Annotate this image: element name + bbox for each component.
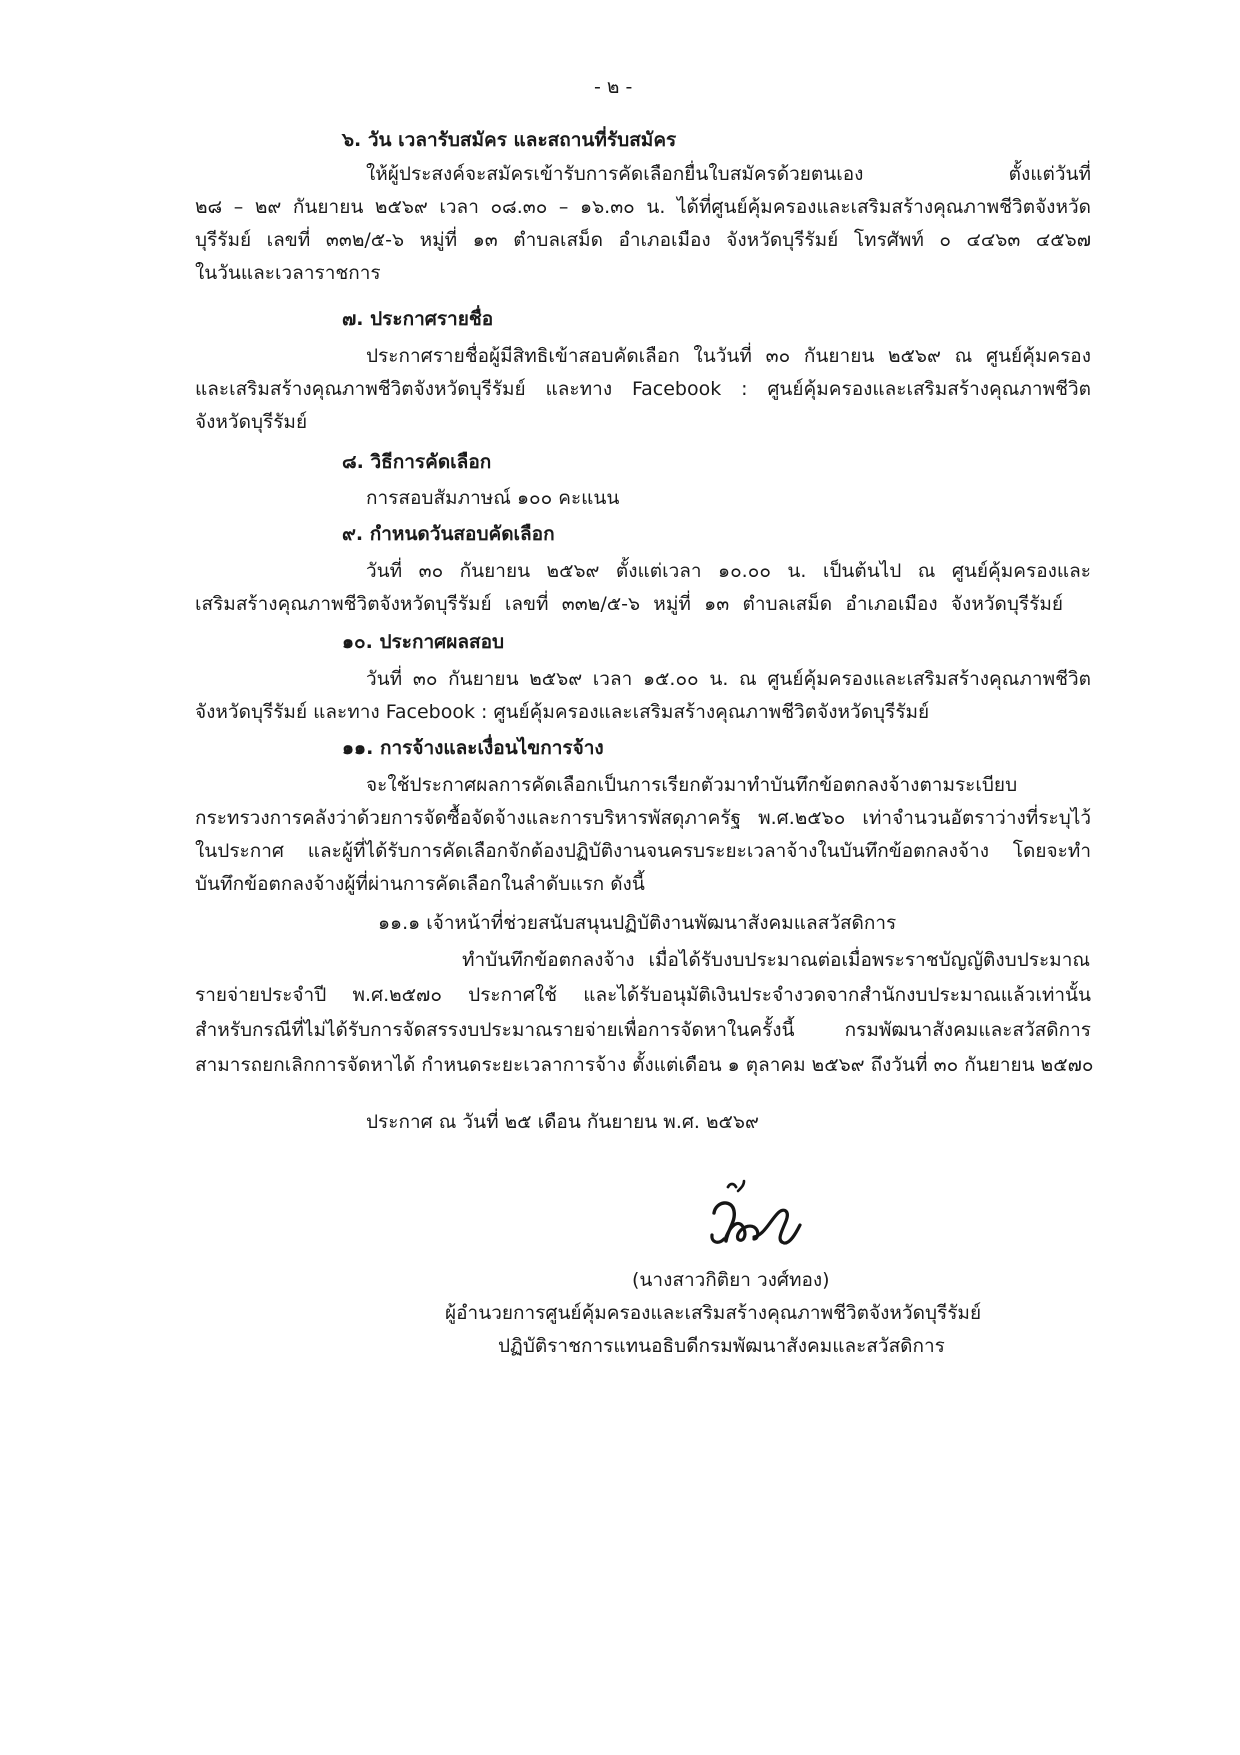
section-10-line: จังหวัดบุรีรัมย์ และทาง Facebook : ศูนย์คุ้มครองและเสริมสร้างคุณภาพชีวิตจังหวัดบุรีรัมย์ (195, 701, 930, 723)
section-11-1-line: ทำบันทึกข้อตกลงจ้าง เมื่อได้รับงบประมาณต่อเมื่อพระราชบัญญัติงบประมาณ (462, 949, 1090, 971)
section-6-line: ๒๘ – ๒๙ กันยายน ๒๕๖๙ เวลา ๐๘.๓๐ – ๑๖.๓๐ น. ได้ที่ศูนย์คุ้มครองและเสริมสร้างคุณภาพชีวิตจังหวัด (195, 196, 1091, 218)
section-11-line: กระทรวงการคลังว่าด้วยการจัดซื้อจัดจ้างและการบริหารพัสดุภาครัฐ พ.ศ.๒๕๖๐ เท่าจำนวนอัตราว่างที่ระบุไว้ (195, 807, 1091, 829)
section-6-line: บุรีรัมย์ เลขที่ ๓๓๒/๕-๖ หมู่ที่ ๑๓ ตำบลเสม็ด อำเภอเมือง จังหวัดบุรีรัมย์ โทรศัพท์ ๐ ๔๔๖๓ ๔๕๖๗ (195, 229, 1091, 251)
signatory-name: (นางสาวกิติยา วงศ์ทอง) (632, 1269, 830, 1291)
section-9-line: เสริมสร้างคุณภาพชีวิตจังหวัดบุรีรัมย์ เลขที่ ๓๓๒/๕-๖ หมู่ที่ ๑๓ ตำบลเสม็ด อำเภอเมือง จังหวัดบุรีรัมย์ (195, 593, 1063, 615)
announce-date: ประกาศ ณ วันที่ ๒๕ เดือน กันยายน พ.ศ. ๒๕๖๙ (366, 1111, 759, 1133)
section-9-line: วันที่ ๓๐ กันยายน ๒๕๖๙ ตั้งแต่เวลา ๑๐.๐๐ น. เป็นต้นไป ณ ศูนย์คุ้มครองและ (366, 560, 1091, 582)
section-10-line: วันที่ ๓๐ กันยายน ๒๕๖๙ เวลา ๑๕.๐๐ น. ณ ศูนย์คุ้มครองและเสริมสร้างคุณภาพชีวิต (366, 668, 1091, 690)
section-11-heading: ๑๑. การจ้างและเงื่อนไขการจ้าง (342, 737, 604, 759)
section-11-1-line: สามารถยกเลิกการจัดหาได้ กำหนดระยะเวลาการจ้าง ตั้งแต่เดือน ๑ ตุลาคม ๒๕๖๙ ถึงวันที่ ๓๐ กันยายน ๒๕๗๐ (195, 1054, 1094, 1076)
section-11-1-line: สำหรับกรณีที่ไม่ได้รับการจัดสรรงบประมาณรายจ่ายเพื่อการจัดหาในครั้งนี้ กรมพัฒนาสังคมและสวัสดิการ (195, 1019, 1091, 1041)
signature-image (698, 1175, 808, 1257)
section-7-heading: ๗. ประกาศรายชื่อ (342, 308, 494, 330)
section-7-line: ประกาศรายชื่อผู้มีสิทธิเข้าสอบคัดเลือก ในวันที่ ๓๐ กันยายน ๒๕๖๙ ณ ศูนย์คุ้มครอง (366, 345, 1091, 367)
section-9-heading: ๙. กำหนดวันสอบคัดเลือก (342, 523, 555, 545)
section-11-line: จะใช้ประกาศผลการคัดเลือกเป็นการเรียกตัวมาทำบันทึกข้อตกลงจ้างตามระเบียบ (366, 774, 1018, 796)
signatory-position-2: ปฏิบัติราชการแทนอธิบดีกรมพัฒนาสังคมและสวัสดิการ (498, 1335, 945, 1357)
section-11-line: บันทึกข้อตกลงจ้างผู้ที่ผ่านการคัดเลือกในลำดับแรก ดังนี้ (195, 873, 645, 895)
section-7-line: จังหวัดบุรีรัมย์ (195, 411, 308, 433)
section-11-line: ในประกาศ และผู้ที่ได้รับการคัดเลือกจักต้องปฏิบัติงานจนครบระยะเวลาจ้างในบันทึกข้อตกลงจ้าง โดยจะทำ (195, 840, 1091, 862)
page-number: - ๒ - (594, 76, 633, 98)
section-8-heading: ๘. วิธีการคัดเลือก (342, 451, 492, 473)
section-8-line: การสอบสัมภาษณ์ ๑๐๐ คะแนน (366, 487, 620, 509)
section-6-heading: ๖. วัน เวลารับสมัคร และสถานที่รับสมัคร (342, 129, 677, 151)
section-7-line: และเสริมสร้างคุณภาพชีวิตจังหวัดบุรีรัมย์ และทาง Facebook : ศูนย์คุ้มครองและเสริมสร้างคุณภาพชีวิต (195, 378, 1091, 400)
section-11-1-line: รายจ่ายประจำปี พ.ศ.๒๕๗๐ ประกาศใช้ และได้รับอนุมัติเงินประจำงวดจากสำนักงบประมาณแล้วเท่านั้น (195, 984, 1091, 1006)
section-11-1-item: ๑๑.๑ เจ้าหน้าที่ช่วยสนับสนุนปฏิบัติงานพัฒนาสังคมแลสวัสดิการ (378, 912, 897, 934)
section-6-line: ในวันและเวลาราชการ (195, 262, 381, 284)
section-10-heading: ๑๐. ประกาศผลสอบ (342, 631, 505, 653)
signatory-position-1: ผู้อำนวยการศูนย์คุ้มครองและเสริมสร้างคุณภาพชีวิตจังหวัดบุรีรัมย์ (445, 1302, 982, 1324)
section-6-line: ให้ผู้ประสงค์จะสมัครเข้ารับการคัดเลือกยื่นใบสมัครด้วยตนเอง ตั้งแต่วันที่ (366, 163, 1091, 185)
